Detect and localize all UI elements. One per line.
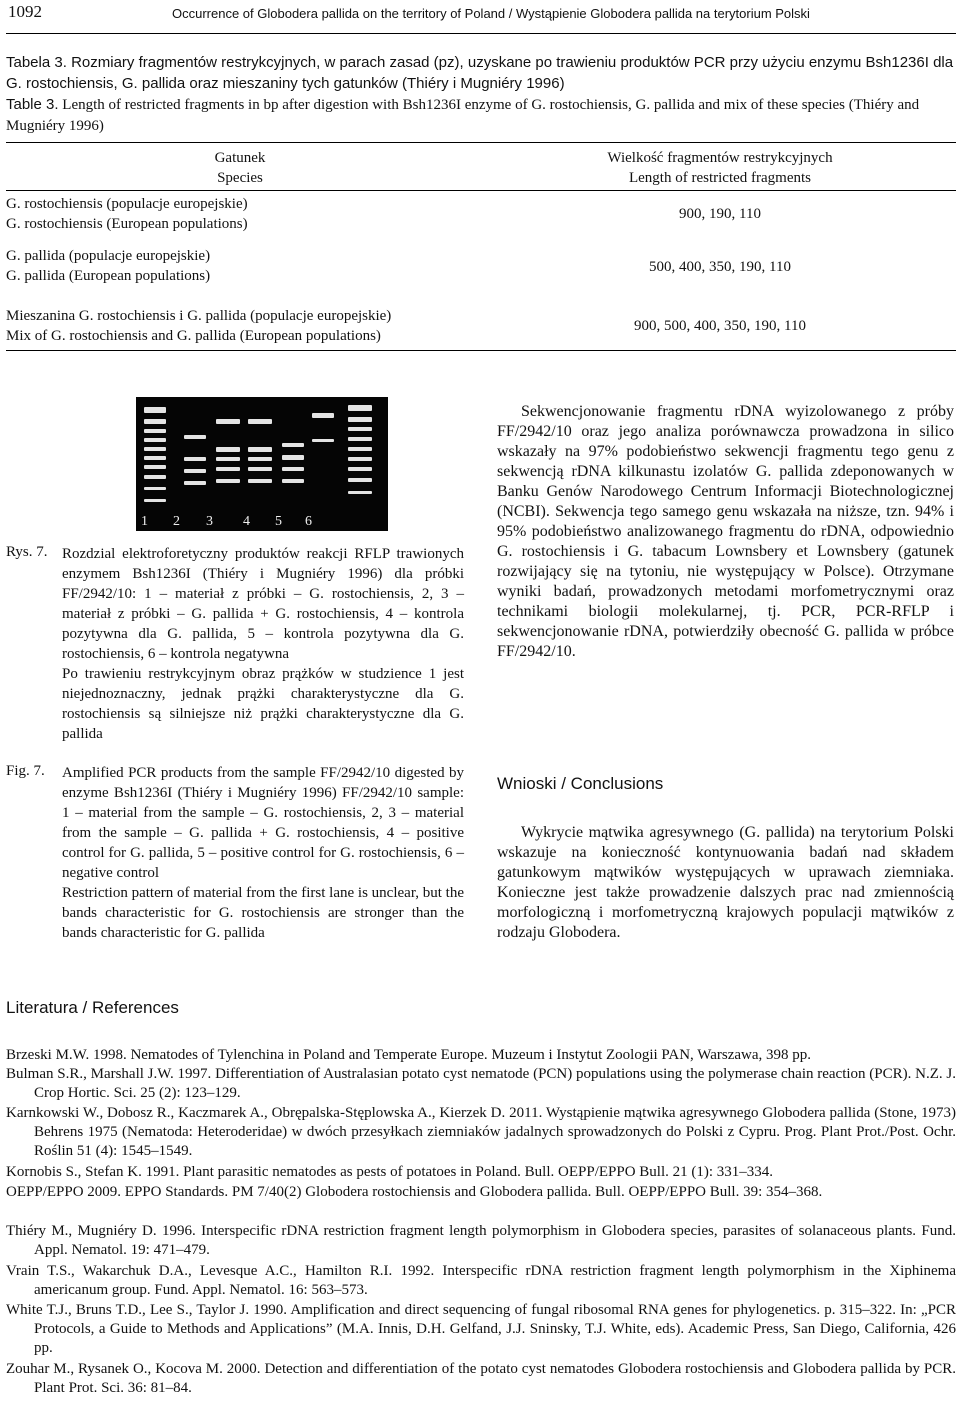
figure-caption-pl bbox=[62, 544, 464, 744]
reference-item: Zouhar M., Rysanek O., Kocova M. 2000. Detection and differentiation of the potato cyst nematodes Globodera rostochiensis and Globodera pallida by PCR. Plant Prot. Sci. 36: 81–84. bbox=[6, 1361, 956, 1396]
gel-electrophoresis-image bbox=[136, 397, 388, 531]
table-row-3-species-en: Mix of G. rostochiensis and G. pallida (European populations) bbox=[6, 328, 381, 344]
table-row-2-fragments: 500, 400, 350, 190, 110 bbox=[649, 259, 791, 275]
reference-item: White T.J., Bruns T.D., Lee S., Taylor J. 1990. Amplification and direct sequencing of fungal ribosomal RNA genes for phylogenetics. p. 315–322. In: „PCR Protocols, a Guide to Methods and Applications” (M.A. Innis, D.H. Gelfand, J.J. Sninsky, T.J. White, eds). Academic Press, San Diego, California, 426 pp. bbox=[6, 1302, 956, 1356]
figure-caption-en bbox=[62, 763, 464, 943]
table-bottom-rule bbox=[6, 350, 956, 351]
table-top-rule bbox=[6, 142, 956, 143]
running-head: Occurrence of Globodera pallida on the territory of Poland / Wystąpienie Globodera pallida na terytorium Polski bbox=[172, 6, 810, 21]
reference-item: Kornobis S., Stefan K. 1991. Plant parasitic nematodes as pests of potatoes in Poland. Bull. OEPP/EPPO Bull. 21 (1): 331–334. bbox=[6, 1164, 774, 1180]
gel-lane-number-4: 4 bbox=[243, 514, 250, 529]
table-header-rule bbox=[6, 190, 956, 191]
header-rule bbox=[6, 33, 956, 34]
reference-item: Vrain T.S., Wakarchuk D.A., Levesque A.C., Hamilton R.I. 1992. Interspecific rDNA restriction fragment length polymorphism in the Xiphinema americanum group. Fund. Appl. Nematol. 16: 563–573. bbox=[6, 1263, 956, 1298]
section-heading-references: Literatura / References bbox=[6, 998, 179, 1017]
gel-lane-number-6: 6 bbox=[305, 514, 312, 529]
gel-lane-number-2: 2 bbox=[173, 514, 180, 529]
figure-caption-pl-text: Rozdzial elektroforetyczny produktów reakcji RFLP trawionych enzymem Bsh1236I (Thiéry i Mugniéry 1996) dla próbki FF/2942/10: 1 – materiał z próbki – G. rostochiensis, 2, 3 – materiał z próbki – G. pallida + G. rostochiensis, 4 – kontrola pozytywna dla G. pallida, 5 – kontrola pozytywna dla G. rostochiensis, 6 – kontrola negatywna bbox=[62, 546, 464, 662]
reference-item: Thiéry M., Mugniéry D. 1996. Interspecific rDNA restriction fragment length polymorphism in Globodera species, parasites of solanaceous plants. Fund. Appl. Nematol. 19: 471–479. bbox=[6, 1223, 956, 1258]
gel-lane-number-3: 3 bbox=[206, 514, 213, 529]
section-heading-conclusions: Wnioski / Conclusions bbox=[497, 774, 664, 793]
table-caption-pl-text: Rozmiary fragmentów restrykcyjnych, w parach zasad (pz), uzyskane po trawieniu produktów PCR przy użyciu enzymu Bsh1236I dla G. rostochiensis, G. pallida oraz mieszaniny tych gatunków (Thiéry i Mugniéry 1996) bbox=[6, 54, 954, 92]
table-label-pl: Tabela 3. bbox=[6, 54, 67, 71]
table-row-3-species-pl: Mieszanina G. rostochiensis i G. pallida (populacje europejskie) bbox=[6, 308, 392, 324]
table-row-1-fragments: 900, 190, 110 bbox=[679, 206, 761, 222]
figure-caption-en-text: Amplified PCR products from the sample FF/2942/10 digested by enzyme Bsh1236I (Thiéry i Mugniéry 1996) FF/2942/10 sample: 1 – material from the sample – G. rostochiensis, 2, 3 – material from the sample – G. pallida + G. rostochiensis, 4 – positive control for G. pallida, 5 – positive control for G. rostochiensis, 6 – negative control bbox=[62, 765, 464, 881]
reference-item: Brzeski M.W. 1998. Nematodes of Tylenchina in Poland and Temperate Europe. Muzeum i Instytut Zoologii PAN, Warszawa, 398 pp. bbox=[6, 1047, 812, 1063]
gel-lane-number-1: 1 bbox=[141, 514, 148, 529]
table-row-3-fragments: 900, 500, 400, 350, 190, 110 bbox=[634, 318, 806, 334]
page-number: 1092 bbox=[8, 2, 42, 21]
table-caption-en-text: Length of restricted fragments in bp after digestion with Bsh1236I enzyme of G. rostochiensis, G. pallida and mix of these species (Thiéry and Mugniéry 1996) bbox=[6, 97, 920, 134]
reference-item: Bulman S.R., Marshall J.W. 1997. Differentiation of Australasian potato cyst nematode (PCN) populations using the polymerase chain reaction (PCR). N.Z. J. Crop Hortic. Sci. 25 (2): 123–129. bbox=[6, 1066, 956, 1101]
figure-note-pl: Po trawieniu restrykcyjnym obraz prążków w studzience 1 jest niejednoznaczny, jednak prążki charakterystyczne dla G. rostochiensis są silniejsze niż prążki charakterystyczne dla G. pallida bbox=[62, 666, 464, 742]
table-row-1-species-pl: G. rostochiensis (populacje europejskie) bbox=[6, 196, 248, 212]
conclusions-paragraph: Wykrycie mątwika agresywnego (G. pallida) na terytorium Polski wskazuje na konieczność kontynuowania badań nad składem gatunkowym mątwików występujących w uprawach ziemniaka. Konieczne jest także prowadzenie dalszych prac nad zmiennością morfologiczną i morfometryczną krajowych populacji mątwików z rodzaju Globodera. bbox=[497, 824, 954, 941]
figure-label-pl: Rys. 7. bbox=[6, 544, 48, 560]
table-caption-en bbox=[6, 94, 954, 137]
reference-item: OEPP/EPPO 2009. EPPO Standards. PM 7/40(2) Globodera rostochiensis and Globodera pallida. Bull. OEPP/EPPO Bull. 39: 354–368. bbox=[6, 1184, 823, 1200]
table-label-en: Table 3. bbox=[6, 96, 59, 113]
figure-label-en: Fig. 7. bbox=[6, 763, 45, 779]
reference-item: Karnkowski W., Dobosz R., Kaczmarek A., Obrępalska-Stęplowska A., Kierzek D. 2011. Wystąpienie mątwika agresywnego Globodera pallida (Stone, 1973) Behrens 1975 (Nematoda: Heteroderidae) w dwóch przesyłkach ziemniaków jadalnych sprowadzonych do Polski z Cypru. Prog. Plant Prot./Post. Ochr. Roślin 51 (4): 1545–1549. bbox=[6, 1105, 956, 1159]
table-row-2-species-pl: G. pallida (populacje europejskie) bbox=[6, 248, 211, 264]
col-header-fragments-pl: Wielkość fragmentów restrykcyjnych bbox=[607, 150, 833, 166]
col-header-species-en: Species bbox=[217, 170, 263, 186]
col-header-fragments-en: Length of restricted fragments bbox=[628, 170, 811, 186]
body-paragraph-sequencing: Sekwencjonowanie fragmentu rDNA wyizolowanego z próby FF/2942/10 oraz jego analiza porównawcza prowadzona in silico wskazały na 97% podobieństwo sekwencji fragmentu tego genu z sekwencją rDNA kilkunastu izolatów G. pallida zdeponowanych w Banku Genów Narodowego Centrum Informacji Biotechnologicznej (NCBI). Sekwencja tego samego genu wskazała na niższe, tzn. 94% i 95% podobieństwo analizowanego fragmentu do rDNA, odpowiednio G. rostochiensis i G. tabacum Lownsbery et Lownsbery (gatunek rozwijający się na tytoniu, nie występujący w Polsce). Otrzymane wyniki badań, prowadzonych metodami morfometrycznymi oraz technikami biologii molekularnej, tj. PCR, PCR-RFLP i sekwencjonowanie rDNA, potwierdziły obecność G. pallida w próbce FF/2942/10. bbox=[497, 403, 954, 660]
table-row-1-species-en: G. rostochiensis (European populations) bbox=[6, 216, 248, 232]
col-header-species-pl: Gatunek bbox=[214, 150, 266, 166]
table-row-2-species-en: G. pallida (European populations) bbox=[6, 268, 211, 284]
figure-note-en: Restriction pattern of material from the first lane is unclear, but the bands characteristic for G. rostochiensis are stronger than the bands characteristic for G. pallida bbox=[62, 885, 464, 941]
gel-lane-number-5: 5 bbox=[275, 514, 282, 529]
table-caption-pl bbox=[6, 52, 954, 94]
